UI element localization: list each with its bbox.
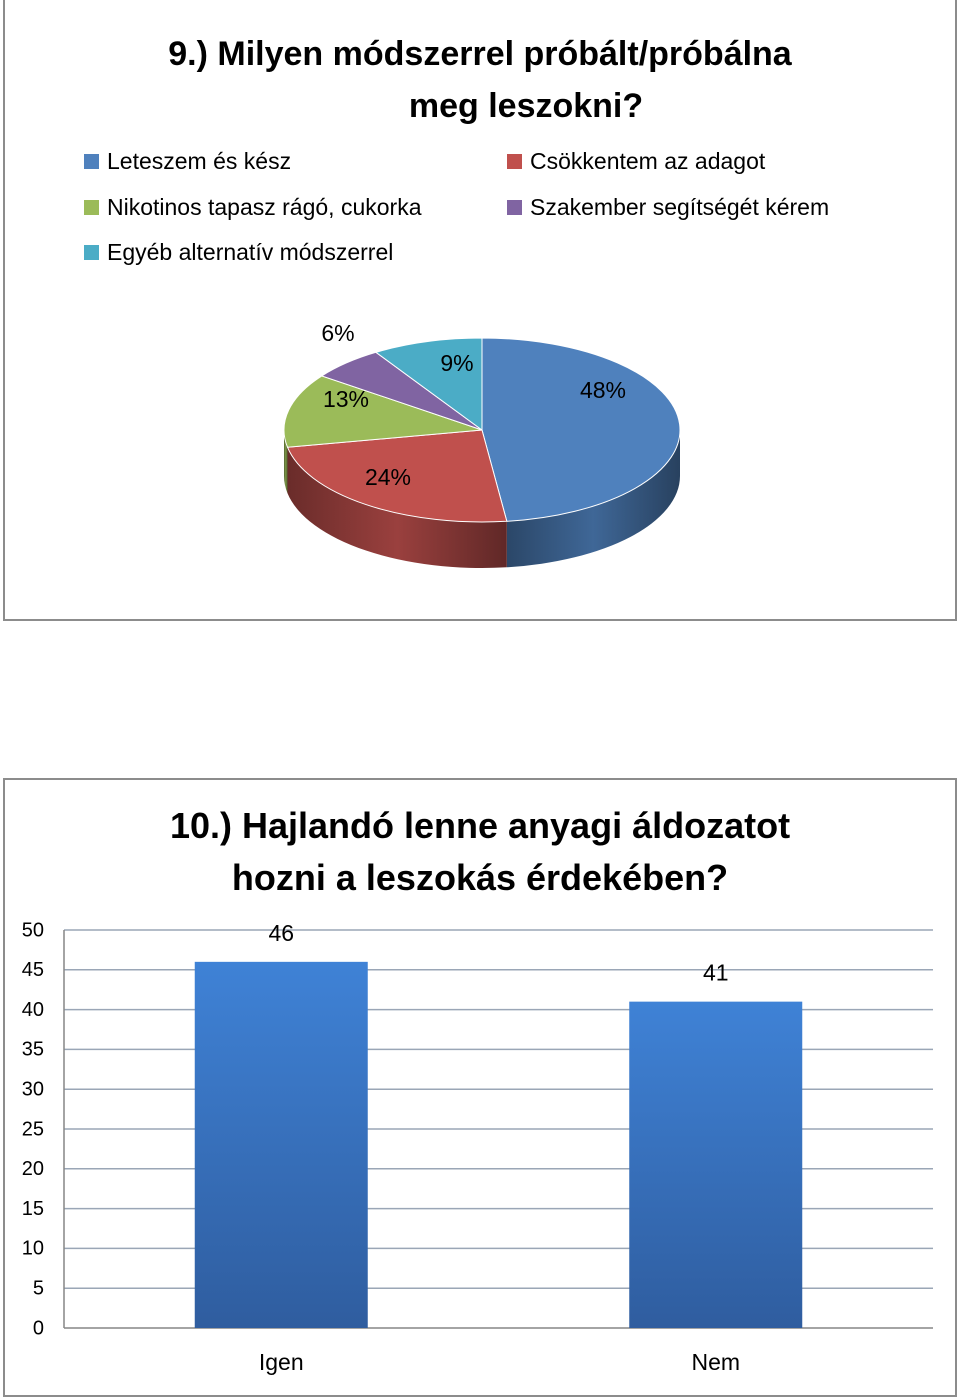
pie-data-label: 48% bbox=[579, 377, 627, 404]
bar-data-label: 41 bbox=[702, 959, 729, 986]
y-tick-label: 15 bbox=[21, 1197, 44, 1220]
legend-label: Nikotinos tapasz rágó, cukorka bbox=[107, 194, 422, 220]
y-tick-label: 25 bbox=[21, 1118, 44, 1141]
y-tick-label: 20 bbox=[21, 1158, 44, 1181]
bar-data-label: 46 bbox=[268, 919, 295, 946]
x-category-label: Nem bbox=[691, 1349, 741, 1376]
bar-title-line-1: 10.) Hajlandó lenne anyagi áldozatot bbox=[169, 805, 791, 846]
y-tick-label: 5 bbox=[32, 1277, 44, 1300]
y-tick-label: 10 bbox=[21, 1237, 44, 1260]
y-tick-label: 30 bbox=[21, 1078, 44, 1101]
legend-label: Szakember segítségét kérem bbox=[530, 194, 830, 220]
bar-title-line-2: hozni a leszokás érdekében? bbox=[231, 857, 729, 898]
y-tick-label: 0 bbox=[32, 1317, 44, 1340]
pie-data-label: 6% bbox=[321, 320, 355, 347]
pie-data-label: 24% bbox=[364, 464, 412, 491]
pie-data-label: 9% bbox=[440, 350, 474, 377]
y-tick-label: 50 bbox=[21, 919, 44, 942]
legend-label: Leteszem és kész bbox=[107, 148, 292, 174]
bar-nem bbox=[629, 1002, 802, 1328]
x-category-label: Igen bbox=[258, 1349, 304, 1376]
y-tick-label: 45 bbox=[21, 959, 44, 982]
legend-label: Egyéb alternatív módszerrel bbox=[107, 239, 394, 265]
y-tick-label: 40 bbox=[21, 998, 44, 1021]
bar-igen bbox=[195, 962, 368, 1328]
legend-label: Csökkentem az adagot bbox=[530, 148, 766, 174]
pie-data-label: 13% bbox=[322, 386, 370, 413]
pie-title-line-1: 9.) Milyen módszerrel próbált/próbálna bbox=[168, 35, 792, 73]
pie-title-line-2: meg leszokni? bbox=[408, 87, 644, 125]
y-tick-label: 35 bbox=[21, 1038, 44, 1061]
